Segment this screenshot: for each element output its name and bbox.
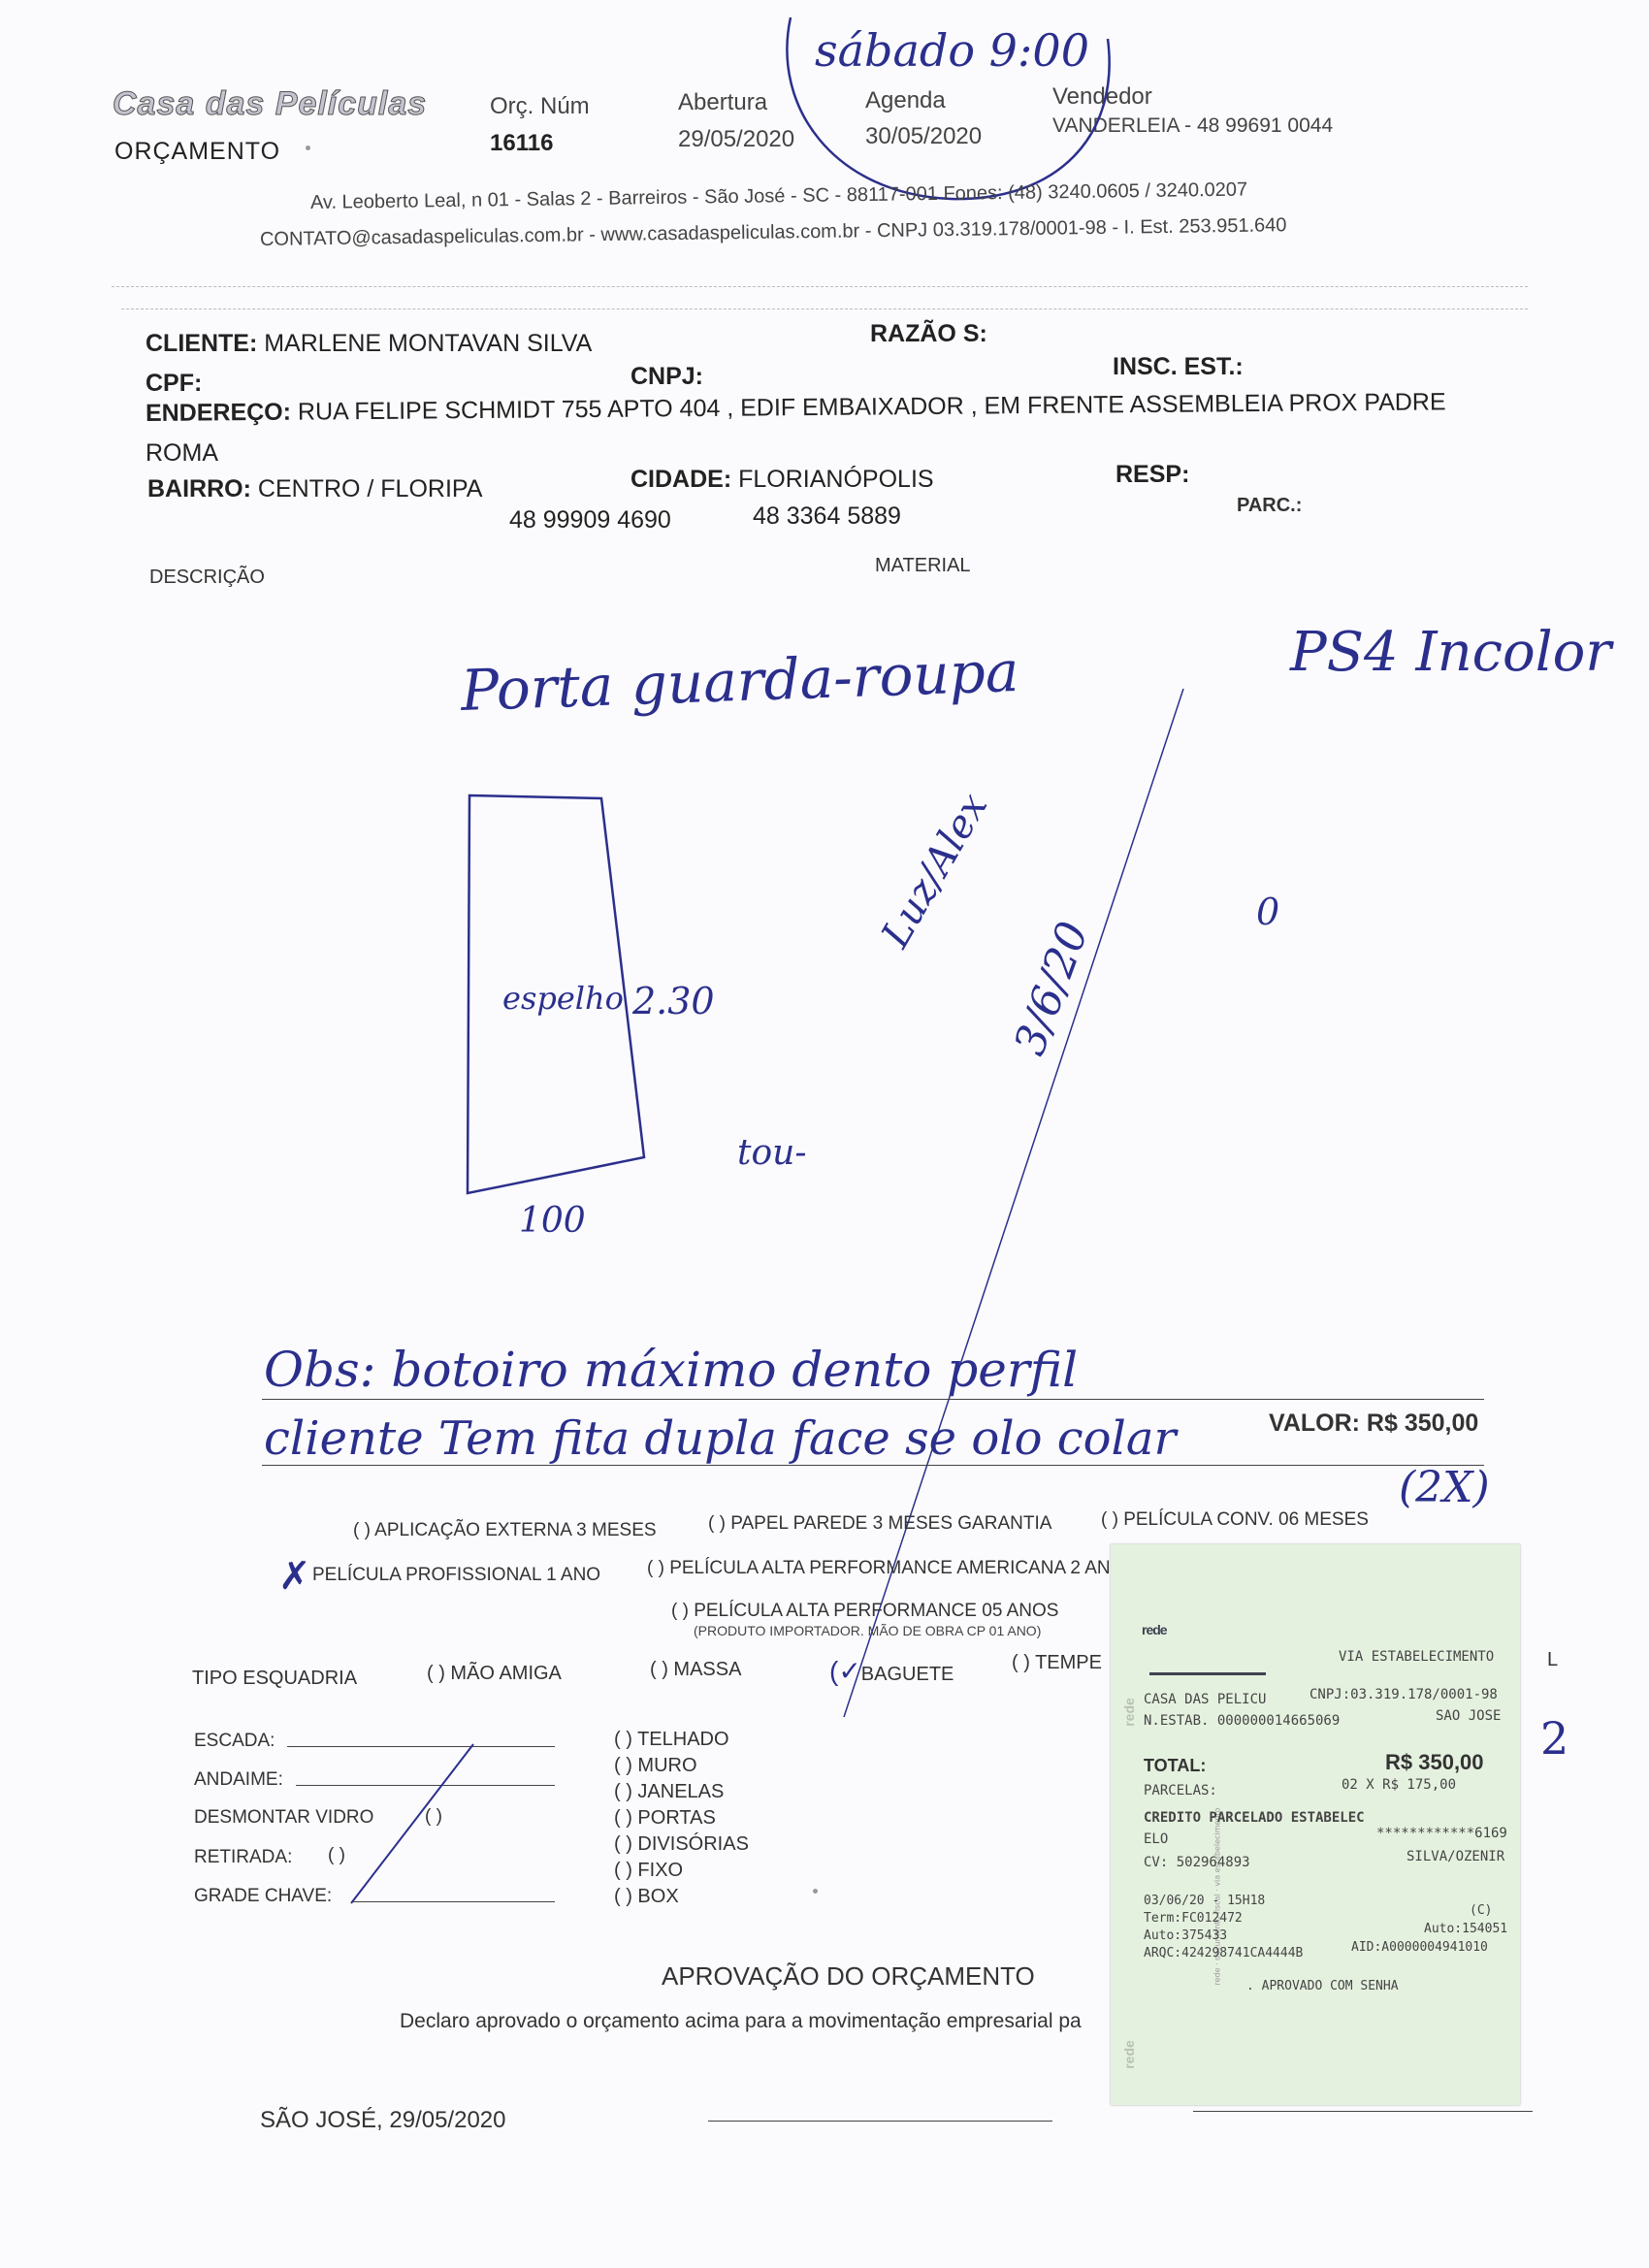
- edge-mark: [813, 1889, 818, 1894]
- phone-1: 48 99909 4690: [509, 506, 671, 534]
- receipt-cnpj: CNPJ:03.319.178/0001-98: [1310, 1687, 1498, 1702]
- agenda-label: Agenda: [865, 87, 946, 113]
- check-mark-icon: ✗: [278, 1554, 311, 1599]
- receipt-side-logo-icon: rede: [1120, 1698, 1137, 1727]
- valor-total: VALOR: R$ 350,00: [1269, 1409, 1479, 1437]
- retirada-checkbox[interactable]: ( ): [328, 1845, 345, 1865]
- tipo-temperado[interactable]: ( ) TEMPE: [1012, 1652, 1102, 1673]
- field-escada: ESCADA:: [194, 1731, 275, 1751]
- receipt-total-label: TOTAL:: [1144, 1756, 1207, 1775]
- check-box[interactable]: ( ) BOX: [614, 1886, 679, 1907]
- bairro-row: [147, 475, 482, 503]
- hand-side-mark: 2: [1540, 1712, 1569, 1765]
- receipt-estab: N.ESTAB. 000000014665069: [1144, 1713, 1341, 1729]
- cidade-row: [630, 466, 934, 494]
- field-retirada: RETIRADA:: [194, 1847, 293, 1867]
- insc-est-label: INSC. EST.:: [1113, 353, 1244, 380]
- receipt-auto-2: Auto:154051: [1424, 1922, 1508, 1936]
- hand-material: PS4 Incolor: [1290, 621, 1612, 684]
- endereco-value: RUA FELIPE SCHMIDT 755 APTO 404 , EDIF EMBAIXADOR , EM FRENTE ASSEMBLEIA PROX PADRE: [297, 388, 1446, 426]
- check-portas[interactable]: ( ) PORTAS: [614, 1807, 716, 1829]
- receipt-via: VIA ESTABELECIMENTO: [1339, 1649, 1495, 1665]
- receipt-side-text: rede · documento fiscal · via estabelecimento: [1212, 1807, 1222, 1986]
- check-fixo[interactable]: ( ) FIXO: [614, 1860, 684, 1881]
- desmontar-checkbox[interactable]: ( ): [425, 1806, 442, 1827]
- phone-2: 48 3364 5889: [753, 502, 901, 530]
- contact-line: CONTATO@casadaspeliculas.com.br - www.casadaspeliculas.com.br - CNPJ 03.319.178/0001-98 - I. Est. 253.951.640: [259, 214, 1287, 250]
- left-fields-strike: [330, 1736, 485, 1911]
- vendedor-label: Vendedor: [1052, 83, 1152, 110]
- razao-label: RAZÃO S:: [870, 320, 987, 347]
- cliente-label: CLIENTE:: [146, 330, 258, 357]
- cliente-value: MARLENE MONTAVAN SILVA: [264, 330, 593, 357]
- parc-label: PARC.:: [1237, 495, 1303, 516]
- hand-signature: Luz/Alex: [873, 786, 997, 956]
- receipt-holder: SILVA/OZENIR: [1406, 1849, 1505, 1864]
- receipt-auto-1: Auto:375433: [1144, 1928, 1228, 1943]
- receipt-term: Term:FC012472: [1144, 1911, 1243, 1926]
- receipt-parcelas-label: PARCELAS:: [1144, 1783, 1217, 1798]
- hand-2x: (2X): [1399, 1463, 1490, 1512]
- sketch-width: 100: [519, 1201, 586, 1241]
- tipo-baguete-label: BAGUETE: [860, 1664, 954, 1685]
- field-desmontar-vidro: DESMONTAR VIDRO: [194, 1807, 374, 1828]
- option-pelicula-americana[interactable]: ( ) PELÍCULA ALTA PERFORMANCE AMERICANA 2 AN: [647, 1558, 1111, 1578]
- agenda-hand-note: sábado 9:00: [815, 24, 1089, 77]
- hand-title: Porta guarda-roupa: [459, 637, 1020, 725]
- signature-line-1: [708, 2121, 1052, 2122]
- document-type: ORÇAMENTO: [114, 138, 281, 165]
- check-telhado[interactable]: ( ) TELHADO: [614, 1729, 729, 1750]
- field-andaime: ANDAIME:: [194, 1769, 283, 1790]
- cnpj-label: CNPJ:: [630, 363, 704, 390]
- hand-sign-date: 3/6/20: [1005, 915, 1099, 1062]
- obs-line-1-text: Obs: botoiro máximo dento perfil: [264, 1342, 1079, 1398]
- check-janelas[interactable]: ( ) JANELAS: [614, 1781, 725, 1802]
- endereco-continuation: ROMA: [146, 439, 218, 467]
- abertura-label: Abertura: [678, 89, 768, 115]
- receipt-side-logo-bottom-icon: rede: [1120, 2040, 1137, 2069]
- address-line: Av. Leoberto Leal, n 01 - Salas 2 - Barreiros - São José - SC - 88117-001 Fones: (48) 3240.0605 / 3240.0207: [309, 178, 1248, 213]
- receipt-brand: ELO: [1144, 1831, 1169, 1847]
- rede-logo: rede: [1142, 1622, 1167, 1637]
- receipt-datetime: 03/06/20 - 15H18: [1144, 1894, 1266, 1908]
- cidade-value: FLORIANÓPOLIS: [738, 466, 934, 493]
- agenda-value: 30/05/2020: [865, 123, 983, 149]
- card-receipt: [1111, 1544, 1520, 2105]
- orc-num-label: Orç. Núm: [490, 93, 590, 119]
- tipo-esquadria-label: TIPO ESQUADRIA: [192, 1668, 358, 1689]
- obs-line-2-text: cliente Tem fita dupla face se olo colar: [264, 1411, 1177, 1466]
- approval-place-date: SÃO JOSÉ, 29/05/2020: [260, 2107, 506, 2133]
- abertura-value: 29/05/2020: [678, 126, 795, 152]
- receipt-arqc: ARQC:424298741CA4444B: [1144, 1946, 1304, 1960]
- tipo-trailing-letter: L: [1547, 1649, 1559, 1670]
- cpf-label: CPF:: [146, 370, 203, 397]
- signature-line-2: [1193, 2111, 1533, 2112]
- receipt-cv: CV: 502964893: [1144, 1855, 1250, 1870]
- sketch-height: 2.30: [632, 980, 715, 1022]
- header-divider: [112, 286, 1528, 287]
- hand-tou: tou-: [737, 1133, 807, 1173]
- option-pelicula-05-anos-note: (PRODUTO IMPORTADOR. MÃO DE OBRA CP 01 ANO): [694, 1623, 1042, 1638]
- option-pelicula-profissional[interactable]: PELÍCULA PROFISSIONAL 1 ANO: [312, 1565, 601, 1585]
- cliente-row: [146, 330, 592, 358]
- tipo-baguete[interactable]: [829, 1655, 954, 1687]
- cidade-label: CIDADE:: [630, 466, 732, 493]
- hand-circle-mark: 0: [1256, 891, 1280, 933]
- receipt-c-mark: (C): [1470, 1903, 1493, 1918]
- check-muro[interactable]: ( ) MURO: [614, 1755, 697, 1776]
- orc-num-value: 16116: [490, 130, 554, 156]
- receipt-total-value: R$ 350,00: [1385, 1750, 1484, 1774]
- vendedor-value: VANDERLEIA - 48 99691 0044: [1052, 114, 1334, 137]
- obs-line-1: [262, 1399, 1484, 1400]
- receipt-city: SAO JOSE: [1436, 1708, 1502, 1724]
- option-papel-parede[interactable]: ( ) PAPEL PAREDE 3 MESES GARANTIA: [708, 1513, 1052, 1534]
- material-label: MATERIAL: [875, 555, 971, 576]
- receipt-parcelas-value: 02 X R$ 175,00: [1342, 1777, 1457, 1793]
- field-grade-chave: GRADE CHAVE:: [194, 1886, 333, 1906]
- receipt-approved: . APROVADO COM SENHA: [1246, 1979, 1399, 1993]
- bairro-label: BAIRRO:: [147, 475, 251, 502]
- option-aplicacao-externa[interactable]: ( ) APLICAÇÃO EXTERNA 3 MESES: [353, 1520, 657, 1540]
- descricao-label: DESCRIÇÃO: [149, 567, 265, 588]
- receipt-card: ************6169: [1376, 1826, 1507, 1841]
- company-logo: Casa das Películas: [113, 85, 428, 122]
- endereco-label: ENDEREÇO:: [145, 398, 292, 427]
- edge-mark: [306, 146, 310, 150]
- receipt-aid: AID:A0000004941010: [1351, 1940, 1488, 1955]
- receipt-credit-type: CREDITO PARCELADO ESTABELEC: [1144, 1810, 1365, 1826]
- bairro-value: CENTRO / FLORIPA: [257, 475, 483, 502]
- tipo-massa[interactable]: ( ) MASSA: [650, 1659, 742, 1680]
- client-divider: [121, 308, 1528, 309]
- check-divisorias[interactable]: ( ) DIVISÓRIAS: [614, 1833, 749, 1855]
- option-pelicula-conv[interactable]: ( ) PELÍCULA CONV. 06 MESES: [1101, 1509, 1369, 1530]
- endereco-row: [146, 388, 1446, 428]
- option-pelicula-05-anos[interactable]: ( ) PELÍCULA ALTA PERFORMANCE 05 ANOS: [671, 1601, 1059, 1621]
- rede-logo-underline: [1149, 1672, 1266, 1675]
- tipo-mao-amiga[interactable]: ( ) MÃO AMIGA: [427, 1663, 562, 1684]
- resp-label: RESP:: [1116, 461, 1190, 488]
- sketch-mirror-label: espelho: [502, 980, 624, 1017]
- receipt-store: CASA DAS PELICU: [1144, 1692, 1267, 1707]
- baguete-check-icon: (✓: [829, 1656, 861, 1686]
- approval-statement: Declaro aprovado o orçamento acima para a movimentação empresarial pa: [400, 2010, 1082, 2032]
- approval-title: APROVAÇÃO DO ORÇAMENTO: [662, 1961, 1035, 1991]
